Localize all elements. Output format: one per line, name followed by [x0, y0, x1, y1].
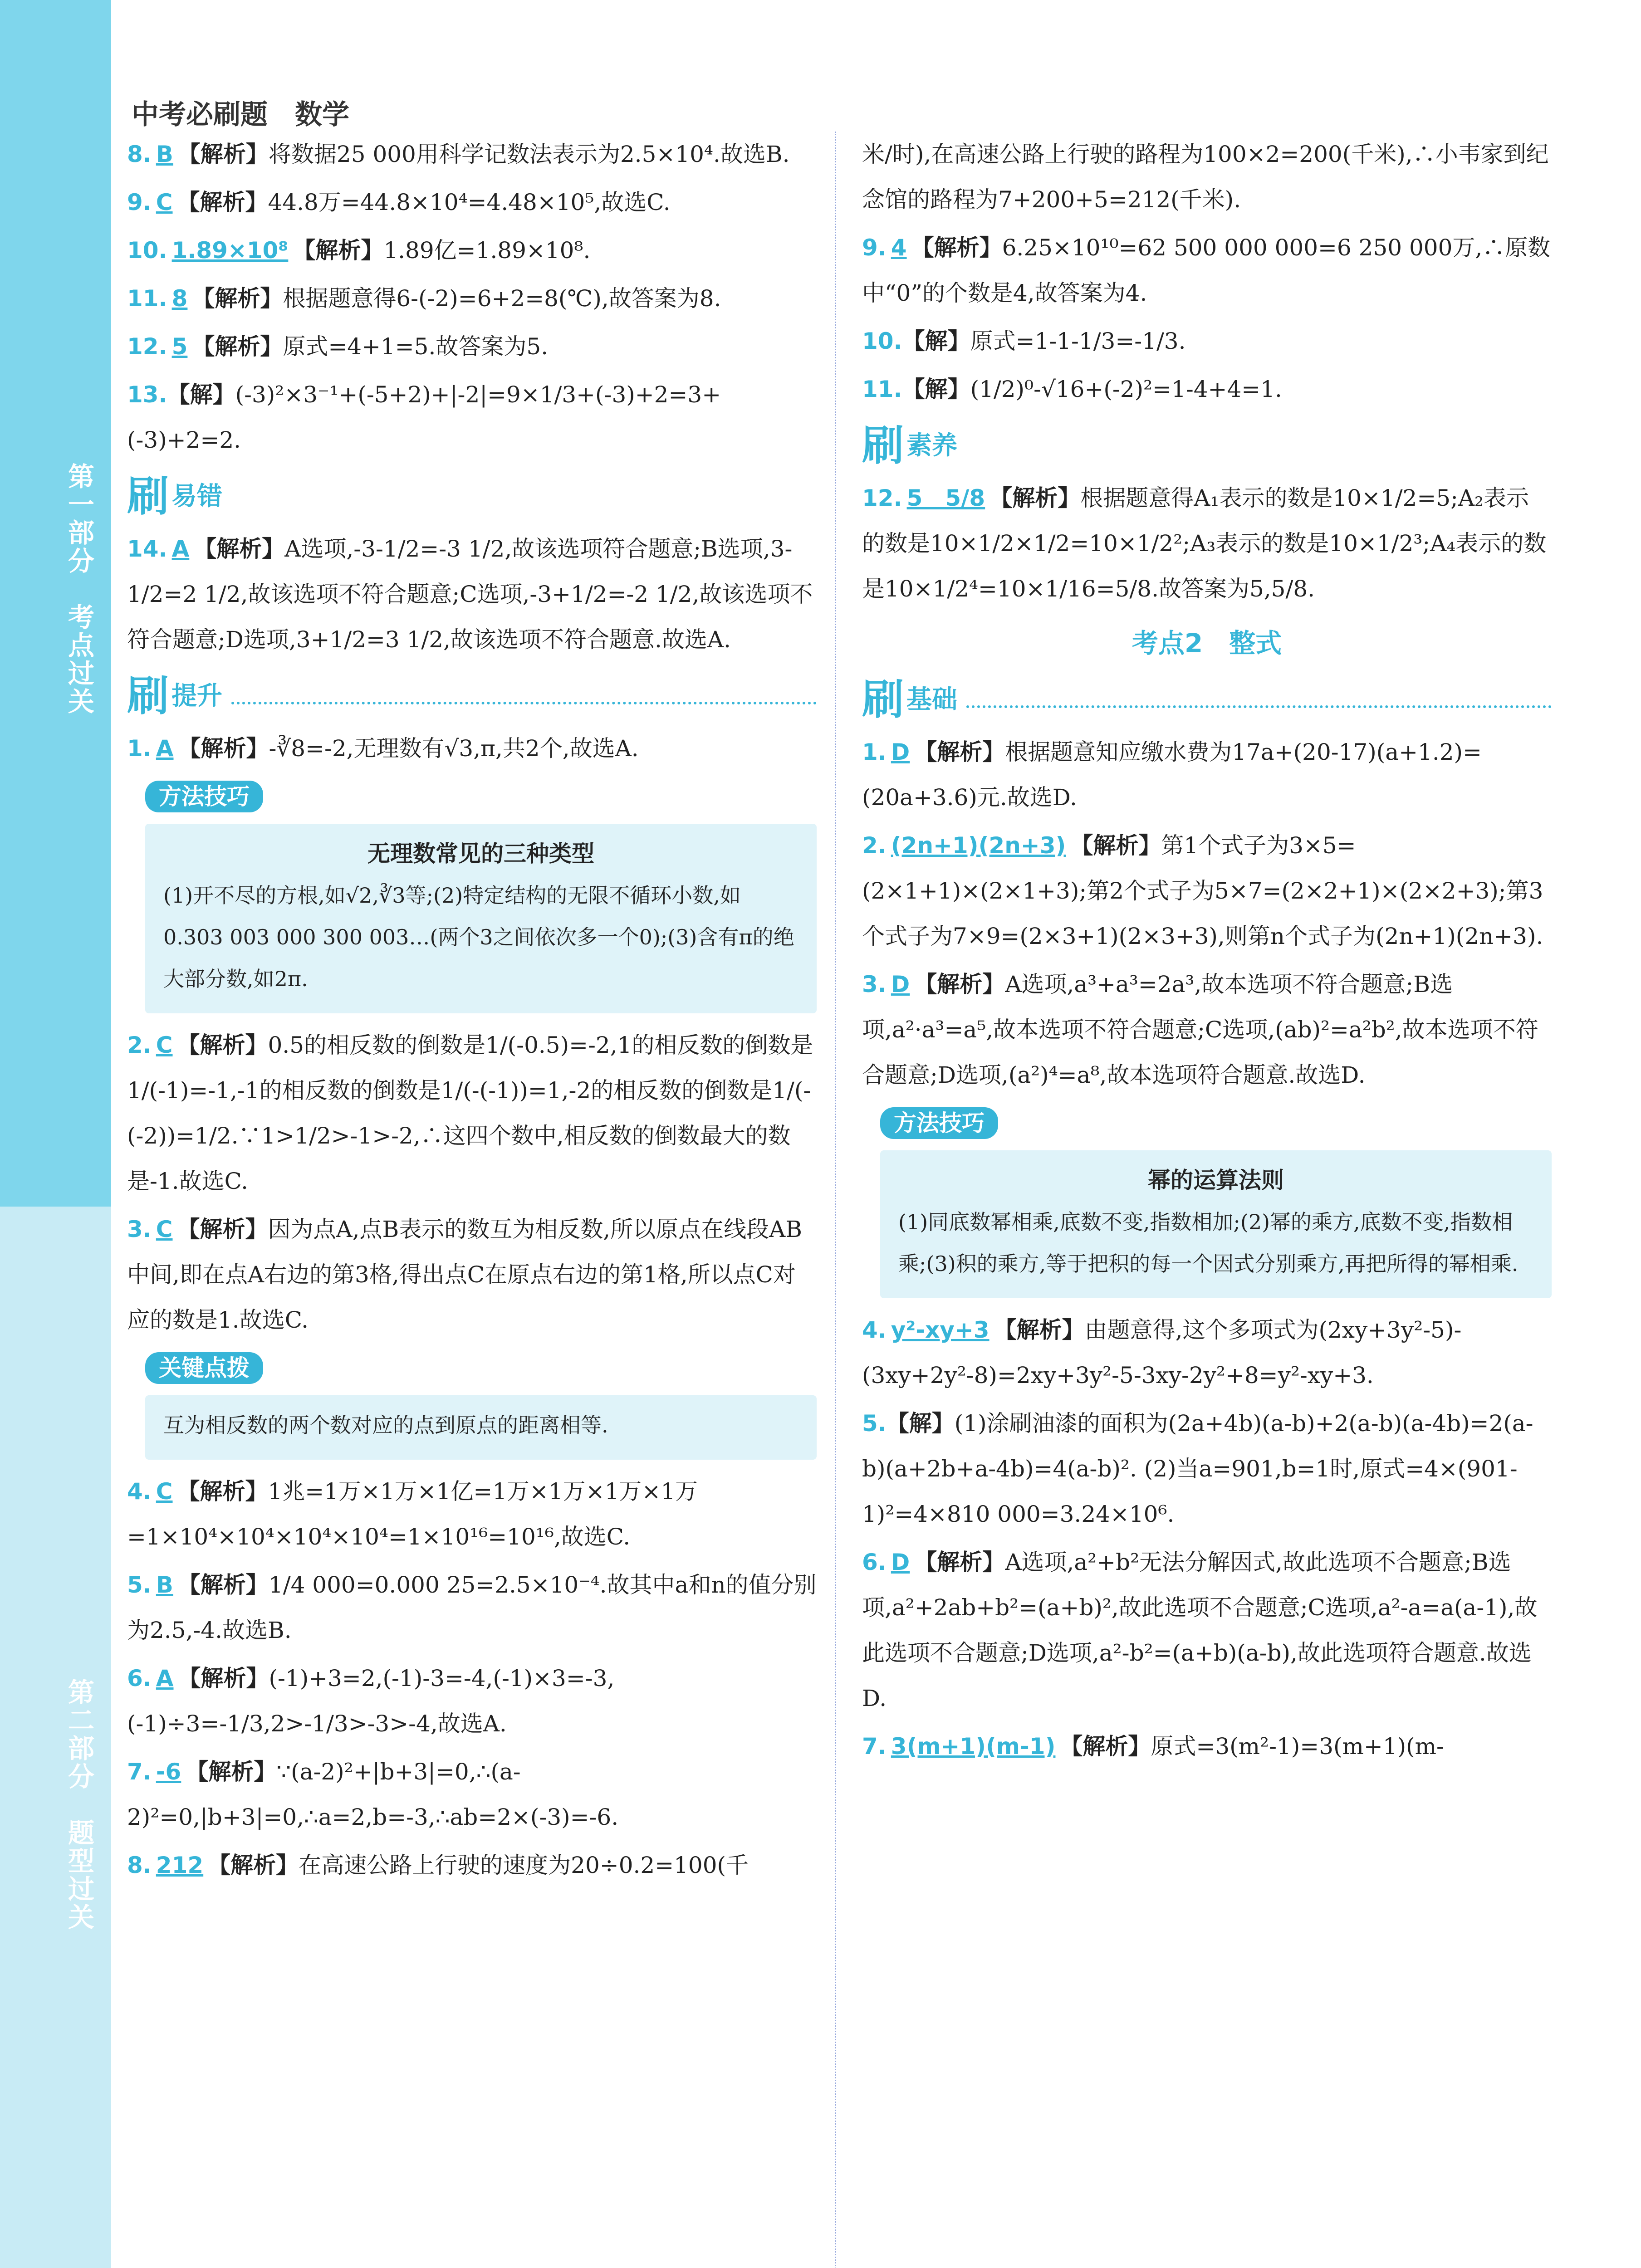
- answer-item: 11.【解】(1/2)⁰-√16+(-2)²=1-4+4=1.: [862, 376, 1282, 402]
- column-divider: [835, 132, 836, 2268]
- answer-item: 4. C 【解析】1兆=1万×1万×1亿=1万×1万×1万×1万=1×10⁴×10⁴×10⁴×10⁴=1×10¹⁶=10¹⁶,故选C.: [127, 1478, 698, 1550]
- tip-title: 无理数常见的三种类型: [367, 841, 594, 867]
- power-tip-box: [880, 1150, 1552, 1298]
- answer-item: 14. A 【解析】A选项,-3-1/2=-3 1/2,故该选项符合题意;B选项,3-1/2=2 1/2,故该选项不符合题意;C选项,-3+1/2=-2 1/2,故该选项不符合题意;D选项,3+1/2=3 1/2,故该选项不符合题意.故选A.: [127, 536, 813, 653]
- irrational-tip-box: [145, 824, 817, 1013]
- answer-item: 7. 3(m+1)(m-1) 【解析】原式=3(m²-1)=3(m+1)(m-: [862, 1733, 1444, 1760]
- answer-item: 1. D 【解析】根据题意知应缴水费为17a+(20-17)(a+1.2)=(20a+3.6)元.故选D.: [862, 739, 1482, 811]
- key-tip-box: [145, 1395, 817, 1460]
- kaodian-title: 考点2 整式: [1132, 628, 1282, 659]
- answer-item: 6. D 【解析】A选项,a²+b²无法分解因式,故此选项不合题意;B选项,a²+2ab+b²=(a+b)²,故此选项不合题意;C选项,a²-a=a(a-1),故此选项不合题意;D选项,a²-b²=(a+b)(a-b),故此选项符合题意.故选D.: [862, 1549, 1538, 1711]
- right-column: [862, 132, 1552, 1772]
- key-tip-label: 关键点拨: [145, 1352, 263, 1384]
- sidebar-part1-label: 第一部分 考点过关: [64, 463, 94, 716]
- section-yicuo: 刷 易错: [127, 472, 223, 521]
- answer-item: 9. 4 【解析】6.25×10¹⁰=62 500 000 000=6 250 000万,∴原数中“0”的个数是4,故答案为4.: [862, 235, 1551, 306]
- section-suyang: 刷 素养: [862, 421, 958, 470]
- left-column: [127, 132, 817, 1891]
- tip-title: 幂的运算法则: [1148, 1167, 1284, 1193]
- answer-item: 5. B 【解析】1/4 000=0.000 25=2.5×10⁻⁴.故其中a和n的值分别为2.5,-4.故选B.: [127, 1572, 817, 1643]
- section-tisheng: 刷 提升: [127, 671, 817, 721]
- answer-item: 12. 5 【解析】原式=4+1=5.故答案为5.: [127, 333, 549, 360]
- answer-item: 3. D 【解析】A选项,a³+a³=2a³,故本选项不符合题意;B选项,a²·a³=a⁵,故本选项不符合题意;C选项,(ab)²=a²b²,故本选项不符合题意;D选项,(a²)⁴=a⁸,故本选项符合题意.故选D.: [862, 971, 1538, 1088]
- answer-item: 米/时),在高速公路上行驶的路程为100×2=200(千米),∴小韦家到纪念馆的路程为7+200+5=212(千米).: [862, 141, 1549, 213]
- answer-item: 10. 1.89×10⁸ 【解析】1.89亿=1.89×10⁸.: [127, 237, 591, 264]
- tip-body: 互为相反数的两个数对应的点到原点的距离相等.: [163, 1413, 608, 1437]
- answer-item: 8. 212 【解析】在高速公路上行驶的速度为20÷0.2=100(千: [127, 1852, 749, 1878]
- answer-item: 5.【解】(1)涂刷油漆的面积为(2a+4b)(a-b)+2(a-b)(a-4b)=2(a-b)(a+2b+a-4b)=4(a-b)². (2)当a=901,b=1时,原式=4×(901-1)²=4×810 000=3.24×10⁶.: [862, 1410, 1533, 1527]
- answer-item: 2. C 【解析】0.5的相反数的倒数是1/(-0.5)=-2,1的相反数的倒数是1/(-1)=-1,-1的相反数的倒数是1/(-(-1))=1,-2的相反数的倒数是1/(-(-2))=1/2.∵1>1/2>-1>-2,∴这四个数中,相反数的倒数最大的数是-1.故选C.: [127, 1032, 813, 1194]
- answer-item: 10.【解】原式=1-1-1/3=-1/3.: [862, 328, 1186, 354]
- tip-body: (1)同底数幂相乘,底数不变,指数相加;(2)幂的乘方,底数不变,指数相乘;(3)积的乘方,等于把积的每一个因式分别乘方,再把所得的幂相乘.: [898, 1210, 1519, 1276]
- answer-item: 6. A 【解析】(-1)+3=2,(-1)-3=-4,(-1)×3=-3,(-1)÷3=-1/3,2>-1/3>-3>-4,故选A.: [127, 1665, 615, 1737]
- tip-body: (1)开不尽的方根,如√2,∛3等;(2)特定结构的无限不循环小数,如0.303 003 000 300 003…(两个3之间依次多一个0);(3)含有π的绝大部分数,如2π.: [163, 883, 794, 991]
- answer-item: 2. (2n+1)(2n+3) 【解析】第1个式子为3×5=(2×1+1)×(2×1+3);第2个式子为5×7=(2×2+1)×(2×2+3);第3个式子为7×9=(2×3+1)(2×3+3),则第n个式子为(2n+1)(2n+3).: [862, 832, 1543, 949]
- method-tip-label: 方法技巧: [145, 781, 263, 812]
- answer-item: 8. B 【解析】将数据25 000用科学记数法表示为2.5×10⁴.故选B.: [127, 141, 790, 167]
- answer-item: 4. y²-xy+3 【解析】由题意得,这个多项式为(2xy+3y²-5)-(3xy+2y²-8)=2xy+3y²-5-3xy-2y²+8=y²-xy+3.: [862, 1317, 1462, 1388]
- answer-item: 7. -6 【解析】∵(a-2)²+|b+3|=0,∴(a-2)²=0,|b+3|=0,∴a=2,b=-3,∴ab=2×(-3)=-6.: [127, 1759, 619, 1830]
- answer-item: 12. 5 5/8 【解析】根据题意得A₁表示的数是10×1/2=5;A₂表示的数是10×1/2×1/2=10×1/2²;A₃表示的数是10×1/2³;A₄表示的数是10×1/2⁴=10×1/16=5/8.故答案为5,5/8.: [862, 485, 1547, 602]
- answer-item: 11. 8 【解析】根据题意得6-(-2)=6+2=8(℃),故答案为8.: [127, 285, 721, 312]
- answer-item: 9. C 【解析】44.8万=44.8×10⁴=4.48×10⁵,故选C.: [127, 189, 671, 215]
- running-head: 中考必刷题 数学: [132, 99, 349, 131]
- answer-item: 13.【解】(-3)²×3⁻¹+(-5+2)+|-2|=9×1/3+(-3)+2=3+(-3)+2=2.: [127, 381, 721, 453]
- answer-item: 1. A 【解析】-∛8=-2,无理数有√3,π,共2个,故选A.: [127, 735, 639, 762]
- answer-item: 3. C 【解析】因为点A,点B表示的数互为相反数,所以原点在线段AB中间,即在点A右边的第3格,得出点C在原点右边的第1格,所以点C对应的数是1.故选C.: [127, 1216, 802, 1333]
- section-jichu: 刷 基础: [862, 675, 1552, 725]
- sidebar-part2-label: 第二部分 题型过关: [64, 1678, 94, 1931]
- method-tip-label: 方法技巧: [880, 1107, 998, 1139]
